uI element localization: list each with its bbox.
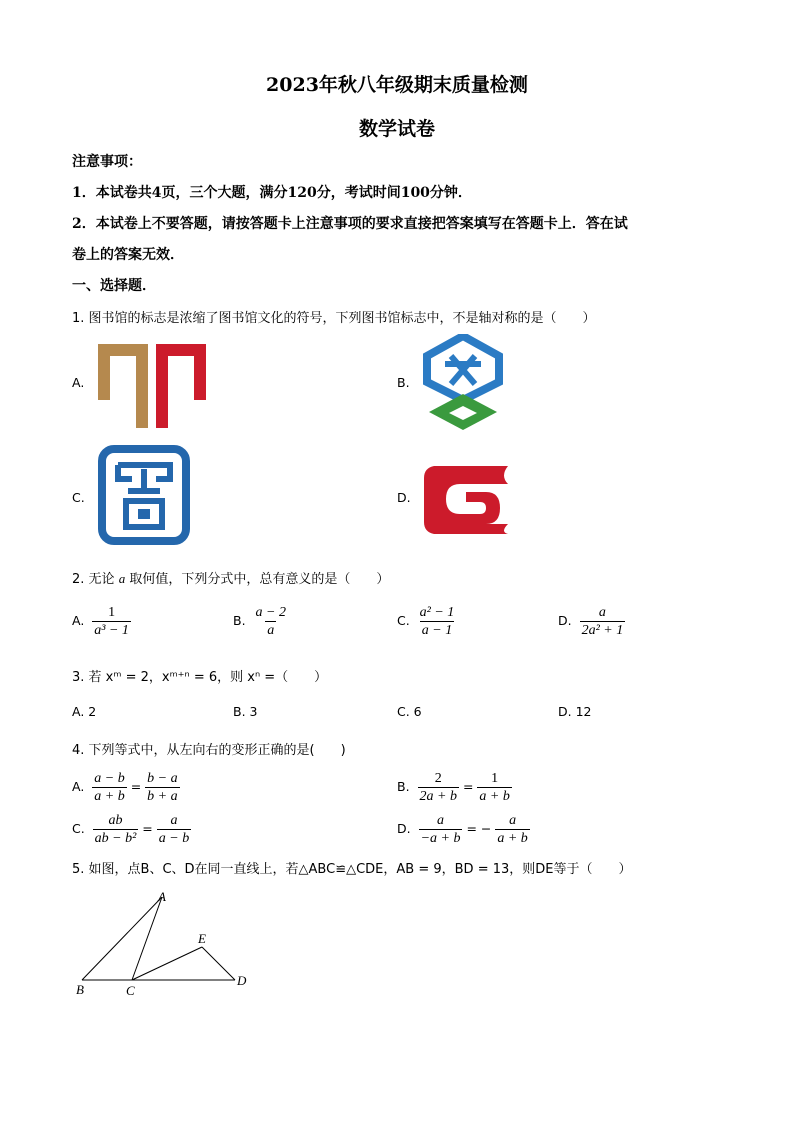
q1-stem: 1. 图书馆的标志是浓缩了图书馆文化的符号，下列图书馆标志中，不是轴对称的是（ ）	[72, 311, 596, 326]
q4-c-right-den: a − b	[158, 831, 190, 846]
q3-option-b: B. 3	[233, 704, 258, 719]
q4-option-a	[72, 770, 180, 805]
q2-a-den: a³ − 1	[94, 623, 129, 638]
q2-stem-post: 取何值，下列分式中，总有意义的是（ ）	[129, 572, 390, 587]
q4-c-left-num: ab	[108, 813, 123, 828]
q4-c-right-num: a	[170, 813, 178, 828]
q2-label-c: C.	[397, 613, 410, 628]
page-title: 2023年秋八年级期末质量检测	[266, 74, 528, 96]
q4-d-left-den: −a + b	[420, 831, 461, 846]
q2-b-num: a − 2	[255, 605, 286, 620]
q1-label-b: B.	[397, 375, 410, 390]
q4-label-c: C.	[72, 821, 85, 836]
notice-item-2-cont: 卷上的答案无效．	[72, 247, 184, 263]
q4-c-left-den: ab − b²	[94, 831, 137, 846]
q4-a-right-den: b + a	[147, 789, 178, 804]
q2-option-a	[72, 604, 131, 639]
q4-b-right-num: 1	[491, 771, 499, 786]
q4-label-a: A.	[72, 779, 85, 794]
q4-stem: 4. 下列等式中，从左向右的变形正确的是( )	[72, 743, 346, 758]
q4-label-b: B.	[397, 779, 410, 794]
notice-item-1: 1．本试卷共4页，三个大题，满分120分，考试时间100分钟．	[72, 185, 472, 201]
q1-label-d: D.	[397, 490, 411, 505]
q4-a-right-num: b − a	[147, 771, 178, 786]
notice-item-2: 2．本试卷上不要答题，请按答题卡上注意事项的要求直接把答案填写在答题卡上．答在试	[72, 216, 628, 232]
q4-a-eq: =	[130, 779, 142, 794]
q2-option-b	[233, 604, 288, 639]
q2-a-num: 1	[108, 605, 116, 620]
q4-b-right-den: a + b	[479, 789, 510, 804]
point-label-b: B	[76, 982, 84, 997]
q4-a-left-num: a − b	[94, 771, 125, 786]
q2-option-c	[397, 604, 456, 639]
notice-heading: 注意事项：	[72, 154, 142, 170]
q4-d-eq: = −	[466, 821, 492, 836]
q5-stem: 5. 如图，点B、C、D在同一直线上，若△ABC≌△CDE，AB = 9，BD = 13，则DE等于（ ）	[72, 862, 632, 877]
q2-label-d: D.	[558, 613, 572, 628]
q1-label-a: A.	[72, 375, 85, 390]
q4-c-eq: =	[142, 821, 153, 836]
q1-logo-d	[420, 462, 512, 536]
q2-b-den: a	[267, 623, 275, 638]
q1-label-c: C.	[72, 490, 85, 505]
q1-logo-b	[423, 334, 503, 432]
q4-option-b	[397, 770, 512, 805]
point-label-a: A	[158, 889, 166, 904]
q2-stem-pre: 2. 无论	[72, 572, 115, 587]
q4-b-eq: =	[462, 779, 474, 794]
q3-option-a: A. 2	[72, 704, 97, 719]
q3-option-c: C. 6	[397, 704, 422, 719]
segment-ab	[82, 897, 162, 980]
q2-label-b: B.	[233, 613, 246, 628]
q1-logo-a	[96, 340, 210, 432]
q3-stem: 3. 若 xᵐ = 2，xᵐ⁺ⁿ = 6，则 xⁿ =（ ）	[72, 670, 328, 685]
q4-label-d: D.	[397, 821, 411, 836]
q3-option-d: D. 12	[558, 704, 592, 719]
page-subtitle: 数学试卷	[358, 118, 435, 140]
q5-figure	[70, 885, 260, 1000]
point-label-e: E	[198, 931, 206, 946]
q4-b-left-num: 2	[434, 771, 442, 786]
q2-d-den: 2a² + 1	[581, 623, 624, 638]
section-heading: 一、选择题．	[72, 278, 156, 294]
q4-option-c	[72, 812, 191, 847]
q2-d-num: a	[598, 605, 606, 620]
q2-c-den: a − 1	[421, 623, 453, 638]
q4-option-d	[397, 812, 530, 847]
q2-stem	[72, 568, 389, 587]
q2-c-num: a² − 1	[419, 605, 455, 620]
q4-d-left-num: a	[437, 813, 445, 828]
q4-a-left-den: a + b	[94, 789, 125, 804]
q2-label-a: A.	[72, 613, 85, 628]
point-label-d: D	[237, 973, 247, 988]
point-label-c: C	[126, 983, 135, 998]
q2-stem-var: a	[118, 571, 126, 586]
segment-ed	[202, 947, 235, 980]
q1-logo-c	[98, 445, 190, 545]
q4-d-right-den: a + b	[497, 831, 528, 846]
q4-d-right-num: a	[509, 813, 517, 828]
q4-b-left-den: 2a + b	[419, 789, 457, 804]
q2-option-d	[558, 604, 625, 639]
